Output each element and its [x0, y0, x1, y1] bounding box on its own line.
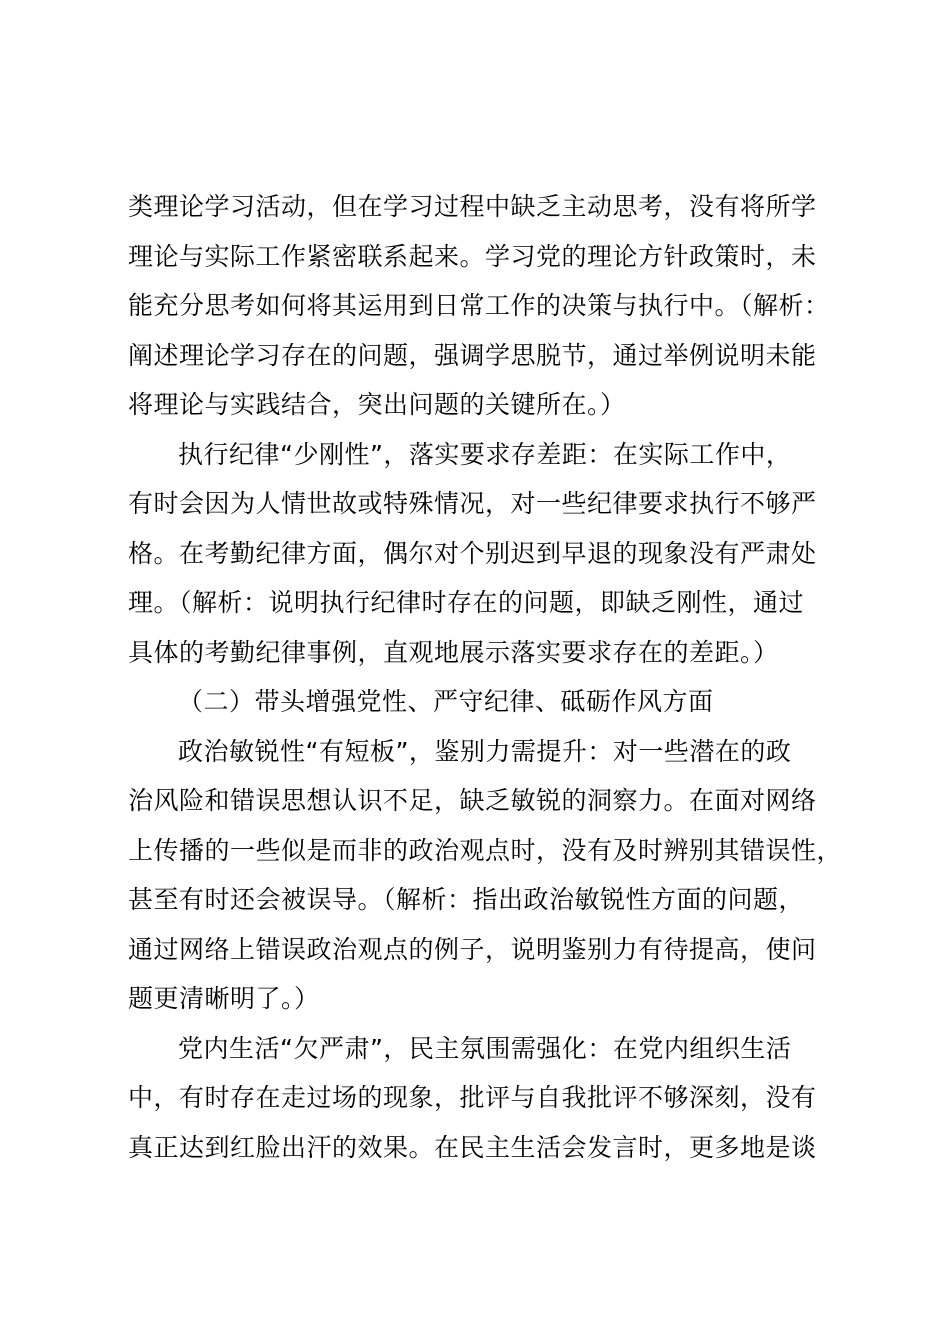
text-line: 能充分思考如何将其运用到日常工作的决策与执行中。（解析： — [128, 291, 830, 320]
paragraph-first-line: 政治敏锐性“有短板”，鉴别力需提升：对一些潜在的政 — [178, 736, 792, 766]
text-line: 将理论与实践结合，突出问题的关键所在。） — [128, 390, 626, 419]
text-line: 有时会因为人情世故或特殊情况，对一些纪律要求执行不够严 — [128, 489, 817, 518]
text-line: 治风险和错误思想认识不足，缺乏敏锐的洞察力。在面对网络 — [128, 786, 817, 815]
document-page — [128, 182, 864, 1172]
text-line: 题更清晰明了。） — [128, 984, 320, 1013]
text-line: 阐述理论学习存在的问题，强调学思脱节，通过举例说明未能 — [128, 340, 817, 370]
text-line: 真正达到红脸出汗的效果。在民主生活会发言时，更多地是谈 — [128, 1132, 817, 1162]
text-line: 具体的考勤纪律事例，直观地展示落实要求存在的差距。） — [128, 637, 779, 667]
paragraph-first-line: 党内生活“欠严肃”，民主氛围需强化：在党内组织生活 — [178, 1033, 792, 1063]
text-line: 理。（解析：说明执行纪律时存在的问题，即缺乏刚性，通过 — [128, 588, 805, 617]
section-heading: （二）带头增强党性、严守纪律、砥砺作风方面 — [178, 687, 714, 716]
paragraph-first-line: 执行纪律“少刚性”，落实要求存差距：在实际工作中， — [178, 439, 792, 469]
text-line: 甚至有时还会被误导。（解析：指出政治敏锐性方面的问题， — [128, 885, 805, 914]
text-line: 上传播的一些似是而非的政治观点时，没有及时辨别其错误性， — [128, 835, 843, 865]
text-line: 类理论学习活动，但在学习过程中缺乏主动思考，没有将所学 — [128, 192, 817, 221]
text-line: 格。在考勤纪律方面，偶尔对个别迟到早退的现象没有严肃处 — [128, 538, 817, 568]
text-line: 理论与实际工作紧密联系起来。学习党的理论方针政策时，未 — [128, 241, 817, 271]
text-line: 通过网络上错误政治观点的例子，说明鉴别力有待提高，使问 — [128, 934, 817, 964]
text-line: 中，有时存在走过场的现象，批评与自我批评不够深刻，没有 — [128, 1083, 817, 1112]
